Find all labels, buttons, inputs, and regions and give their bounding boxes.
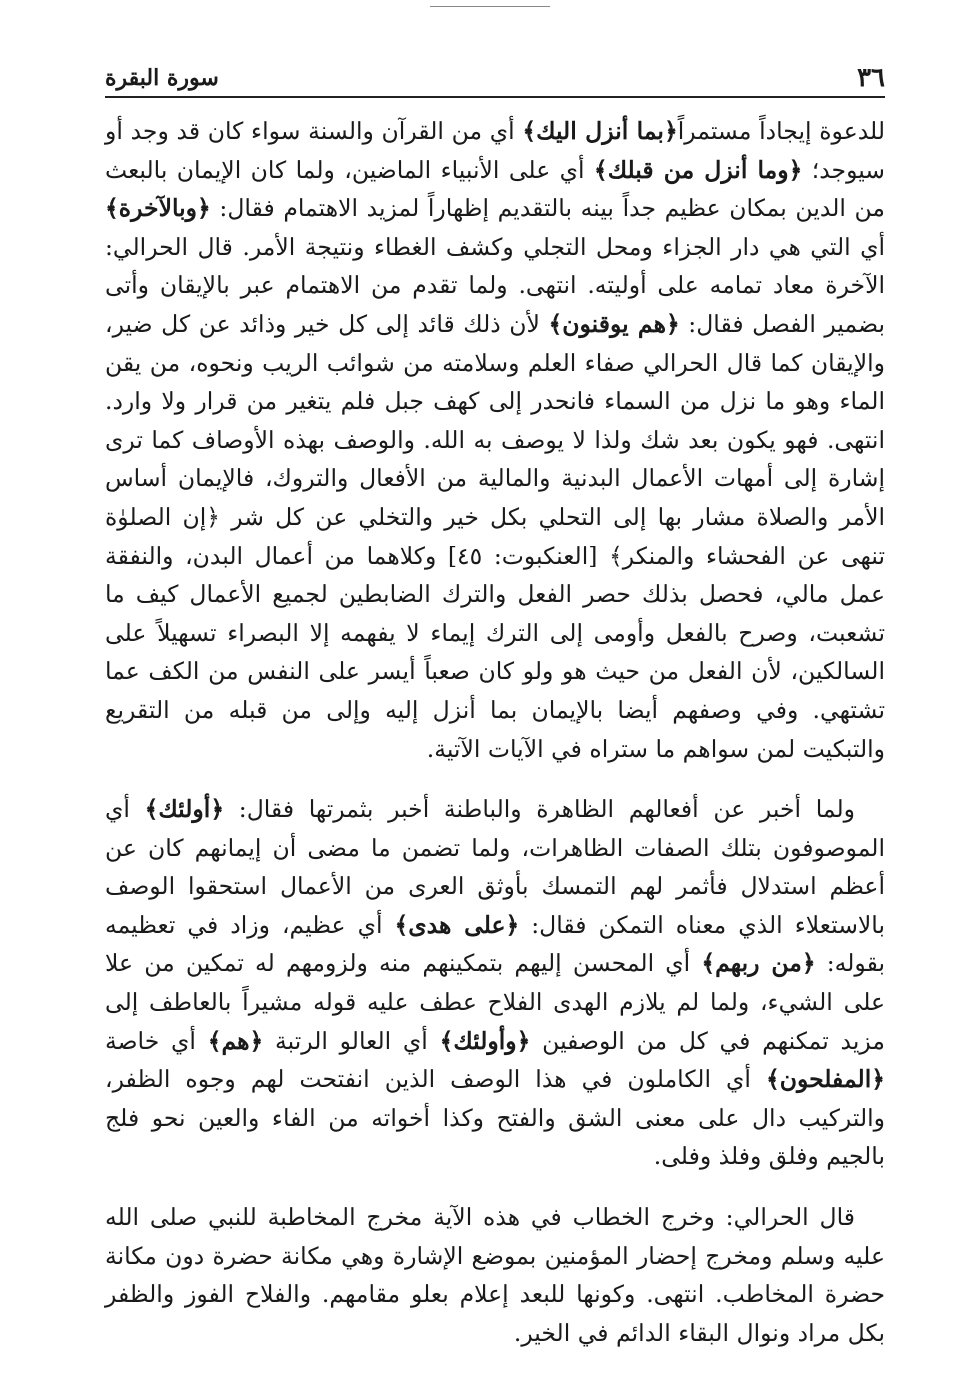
surah-name: سورة البقرة [105, 65, 219, 91]
text-segment: أي من القرآن والسنة سواء كان قد وجد أو سيوجد؛ [105, 117, 885, 184]
text-segment: أي الموصوفون بتلك الصفات الظاهرات، ولما تضمن ما مضى أن إيمانهم كان عن أعظم استدلال فأثمر لهم التمسك بأوثق العرى من الأعمال استحقوا الوصف بالاستعلاء الذي معناه التمكن فقال: [105, 795, 885, 939]
text-segment: أي الكاملون في هذا الوصف الذين انفتحت لهم وجوه الظفر، والتركيب دال على معنى الشق والفتح وكذا أخواته من الفاء والعين نحو فلج بالجيم وفلق وفلذ وفلى. [105, 1065, 885, 1171]
paragraph [105, 112, 885, 768]
text-segment: ﴿إن الصلوٰة تنهى عن الفحشاء والمنكر﴾ [105, 502, 885, 570]
text-segment: أي عظيم، وزاد في تعظيمه بقوله: [105, 910, 886, 978]
top-rule [430, 6, 550, 7]
quran-quote: ﴿وما أنزل من قبلك﴾ [593, 155, 803, 184]
page-number: ٣٦ [857, 63, 885, 93]
text-segment: للدعوة إيجاداً مستمراً [677, 117, 885, 145]
quran-quote: ﴿وبالآخرة﴾ [105, 194, 211, 223]
text-segment: قال الحرالي: وخرج الخطاب في هذه الآية مخرج المخاطبة للنبي صلى الله عليه وسلم ومخرج إحضار المؤمنين بموضع الإشارة وهي مكانة حضرة دون مكانة حضرة المخاطب. انتهى. وكونها للبعد إعلام بعلو مقامهم. والفلاح الفوز والظفر بكل مراد ونوال البقاء الدائم في الخير. [105, 1203, 885, 1347]
quran-quote: ﴿المفلحون﴾ [765, 1065, 885, 1094]
text-segment: ولما أخبر عن أفعالهم الظاهرة والباطنة أخبر بثمرتها فقال: [224, 795, 855, 824]
quran-quote: ﴿بما أنزل اليك﴾ [522, 117, 678, 145]
text-segment: لأن ذلك قائد إلى كل خير وذائد عن كل ضير، والإيقان كما قال الحرالي صفاء العلم وسلامته من شوائب الريب ونحوه، من يقن الماء وهو ما نزل من السماء فانحدر إلى كهف جبل فلم يتغير من قرار ولا وارد. انتهى. فهو يكون بعد شك ولذا لا يوصف به الله. والوصف بهذه الأوصاف كما ترى إشارة إلى أمهات الأعمال البدنية والمالية من الأفعال والتروك، فالإيمان أساس الأمر والصلاة مشار بها إلى التحلي بكل خير والتخلي عن كل شر [105, 309, 885, 531]
text-segment: أي على الأنبياء الماضين، ولما كان الإيمان بالبعث من الدين بمكان عظيم جداً بينه بالتقديم إظهاراً لمزيد الاهتمام فقال: [105, 155, 885, 223]
text-segment: أي المحسن إليهم بتمكينهم منه ولزومهم له تمكين من علا على الشيء، ولما لم يلازم الهدى الفلاح عطف عليه قوله مشيراً بالعاطف إلى مزيد تمكنهم في كل من الوصفين [105, 949, 885, 1055]
quran-quote: ﴿هم يوقنون﴾ [548, 309, 680, 338]
quran-quote: ﴿من ربهم﴾ [701, 949, 816, 978]
quran-quote: ﴿أولئك﴾ [144, 795, 225, 824]
page-header [105, 60, 885, 98]
text-segment: أي العالو الرتبة [263, 1026, 440, 1055]
quran-quote: ﴿على هدى﴾ [394, 910, 520, 939]
text-segment: [العنكبوت: ٤٥] وكلاهما من أعمال البدن، والنفقة عمل مالي، فحصل بذلك حصر الفعل والترك الضابطين لجميع الأعمال كيف ما تشعبت، وصرح بالفعل وأومى إلى الترك إيماء لا يفهمه إلا البصراء تسهيلاً على السالكين، لأن الفعل من حيث هو ولو كان صعباً أيسر على النفس من الكف عما تشتهي. وفي وصفهم أيضا بالإيمان بما أنزل إليه وإلى من قبله من التقريع والتبكيت لمن سواهم ما ستراه في الآيات الآتية. [105, 541, 885, 763]
quran-quote: ﴿هم﴾ [207, 1026, 264, 1055]
paragraph [105, 790, 885, 1176]
paragraph [105, 1198, 885, 1352]
quran-quote: ﴿وأولئك﴾ [439, 1026, 531, 1055]
text-segment: أي التي هي دار الجزاء ومحل التجلي وكشف الغطاء ونتيجة الأمر. قال الحرالي: الآخرة معاد تمامه على أوليته. انتهى. ولما تقدم من الاهتمام عبر بالإيقان وأتى بضمير الفصل فقال: [105, 232, 885, 338]
page-body [105, 112, 885, 1352]
text-segment: أي خاصة [105, 1026, 208, 1055]
